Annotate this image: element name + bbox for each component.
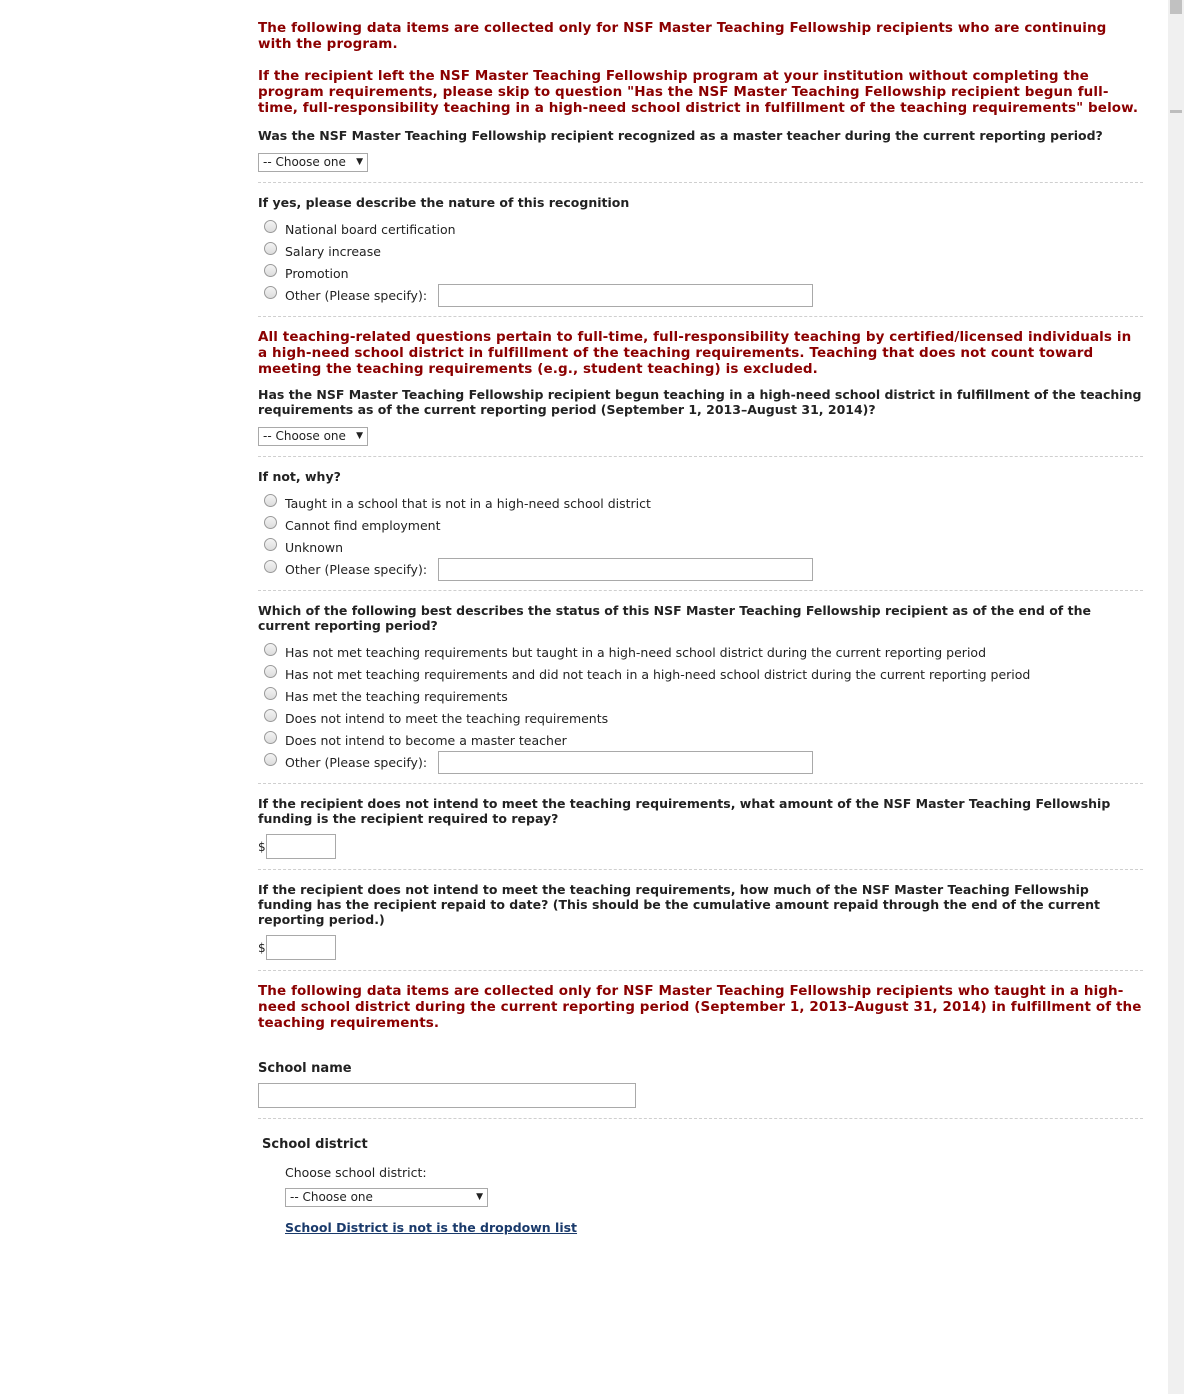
- radio-option[interactable]: Salary increase: [258, 240, 1143, 262]
- form-content: [258, 20, 1143, 1236]
- currency-symbol: $: [258, 940, 266, 955]
- recognition-other-input[interactable]: [438, 284, 813, 307]
- radio-option-other[interactable]: Other (Please specify):: [258, 284, 1143, 306]
- divider: [258, 783, 1143, 784]
- notice-taught: The following data items are collected only for NSF Master Teaching Fellowship recipients who taught in a high-need school district during the current reporting period (September 1, 2013–August 31, 2014) in fulfillment of the teaching requirements.: [258, 983, 1142, 1031]
- question-status: Which of the following best describes the status of this NSF Master Teaching Fellowship recipient as of the end of the current reporting period?: [258, 603, 1091, 633]
- school-district-select[interactable]: -- Choose one ▼: [285, 1188, 488, 1207]
- district-not-listed-link[interactable]: School District is not is the dropdown list: [285, 1220, 578, 1235]
- chevron-down-icon: ▼: [356, 157, 363, 167]
- choose-district-label: Choose school district:: [285, 1165, 427, 1180]
- repay-amount-field: [258, 834, 1143, 859]
- chevron-down-icon: ▼: [356, 431, 363, 441]
- why-other-input[interactable]: [438, 558, 813, 581]
- question-repaid-to-date: If the recipient does not intend to meet the teaching requirements, how much of the NSF Master Teaching Fellowship funding has the recipient repaid to date? (This should be the cumulative amount repaid through the end of the current reporting period.): [258, 882, 1100, 927]
- radio-button[interactable]: [264, 220, 277, 233]
- radio-button[interactable]: [264, 560, 277, 573]
- radio-option[interactable]: Has not met teaching requirements but taught in a high-need school district during the current reporting period: [258, 641, 1143, 663]
- school-name-label: School name: [258, 1061, 352, 1076]
- divider: [258, 182, 1143, 183]
- radio-option[interactable]: Does not intend to meet the teaching requirements: [258, 707, 1143, 729]
- radio-option[interactable]: National board certification: [258, 218, 1143, 240]
- currency-symbol: $: [258, 839, 266, 854]
- school-name-input[interactable]: [258, 1083, 636, 1108]
- divider: [258, 456, 1143, 457]
- radio-option-other[interactable]: Other (Please specify):: [258, 558, 1143, 580]
- radio-option[interactable]: Promotion: [258, 262, 1143, 284]
- divider: [258, 590, 1143, 591]
- why-options: [258, 492, 1143, 580]
- question-master-teacher: Was the NSF Master Teaching Fellowship recipient recognized as a master teacher during the current reporting period?: [258, 128, 1103, 143]
- divider: [258, 869, 1143, 870]
- divider: [258, 1118, 1143, 1119]
- radio-option[interactable]: Does not intend to become a master teacher: [258, 729, 1143, 751]
- radio-button[interactable]: [264, 286, 277, 299]
- question-recognition: If yes, please describe the nature of this recognition: [258, 195, 630, 210]
- radio-option[interactable]: Cannot find employment: [258, 514, 1143, 536]
- radio-option[interactable]: Has met the teaching requirements: [258, 685, 1143, 707]
- scrollbar-thumb[interactable]: [1170, 0, 1182, 14]
- notice-skip: If the recipient left the NSF Master Teaching Fellowship program at your institution without completing the program requirements, please skip to question "Has the NSF Master Teaching Fellowship recipient begun full-time, full-responsibility teaching in a high-need school district in fulfillment of the teaching requirements" below.: [258, 68, 1139, 116]
- school-district-section: [258, 1137, 1143, 1236]
- radio-button[interactable]: [264, 643, 277, 656]
- master-teacher-select[interactable]: -- Choose one ▼: [258, 153, 368, 172]
- vertical-scrollbar[interactable]: [1168, 0, 1184, 1394]
- radio-option-other[interactable]: Other (Please specify):: [258, 751, 1143, 773]
- repaid-amount-field: [258, 935, 1143, 960]
- radio-option[interactable]: Taught in a school that is not in a high-need school district: [258, 492, 1143, 514]
- radio-button[interactable]: [264, 731, 277, 744]
- divider: [258, 316, 1143, 317]
- radio-button[interactable]: [264, 516, 277, 529]
- question-begun-teaching: Has the NSF Master Teaching Fellowship recipient begun teaching in a high-need school district in fulfillment of the teaching requirements as of the current reporting period (September 1, 2013–August 31, 2014)?: [258, 387, 1142, 417]
- radio-button[interactable]: [264, 538, 277, 551]
- radio-button[interactable]: [264, 687, 277, 700]
- begun-teaching-select[interactable]: -- Choose one ▼: [258, 427, 368, 446]
- radio-button[interactable]: [264, 494, 277, 507]
- recognition-options: [258, 218, 1143, 306]
- school-district-label: School district: [262, 1137, 368, 1152]
- radio-option[interactable]: Unknown: [258, 536, 1143, 558]
- radio-button[interactable]: [264, 753, 277, 766]
- status-options: [258, 641, 1143, 773]
- chevron-down-icon: ▼: [476, 1192, 483, 1202]
- status-other-input[interactable]: [438, 751, 813, 774]
- radio-button[interactable]: [264, 242, 277, 255]
- repay-amount-input[interactable]: [266, 834, 336, 859]
- radio-button[interactable]: [264, 709, 277, 722]
- radio-button[interactable]: [264, 264, 277, 277]
- repaid-amount-input[interactable]: [266, 935, 336, 960]
- radio-button[interactable]: [264, 665, 277, 678]
- notice-teaching: All teaching-related questions pertain to full-time, full-responsibility teaching by certified/licensed individuals in a high-need school district in fulfillment of the teaching requirements. Teaching that does not count toward meeting the teaching requirements (e.g., student teaching) is excluded.: [258, 329, 1132, 377]
- question-why-not: If not, why?: [258, 469, 341, 484]
- scrollbar-grip: [1170, 110, 1182, 113]
- divider: [258, 970, 1143, 971]
- notice-continuing: The following data items are collected only for NSF Master Teaching Fellowship recipients who are continuing with the program.: [258, 20, 1107, 52]
- question-repay-amount: If the recipient does not intend to meet the teaching requirements, what amount of the NSF Master Teaching Fellowship funding is the recipient required to repay?: [258, 796, 1111, 826]
- radio-option[interactable]: Has not met teaching requirements and did not teach in a high-need school district during the current reporting period: [258, 663, 1143, 685]
